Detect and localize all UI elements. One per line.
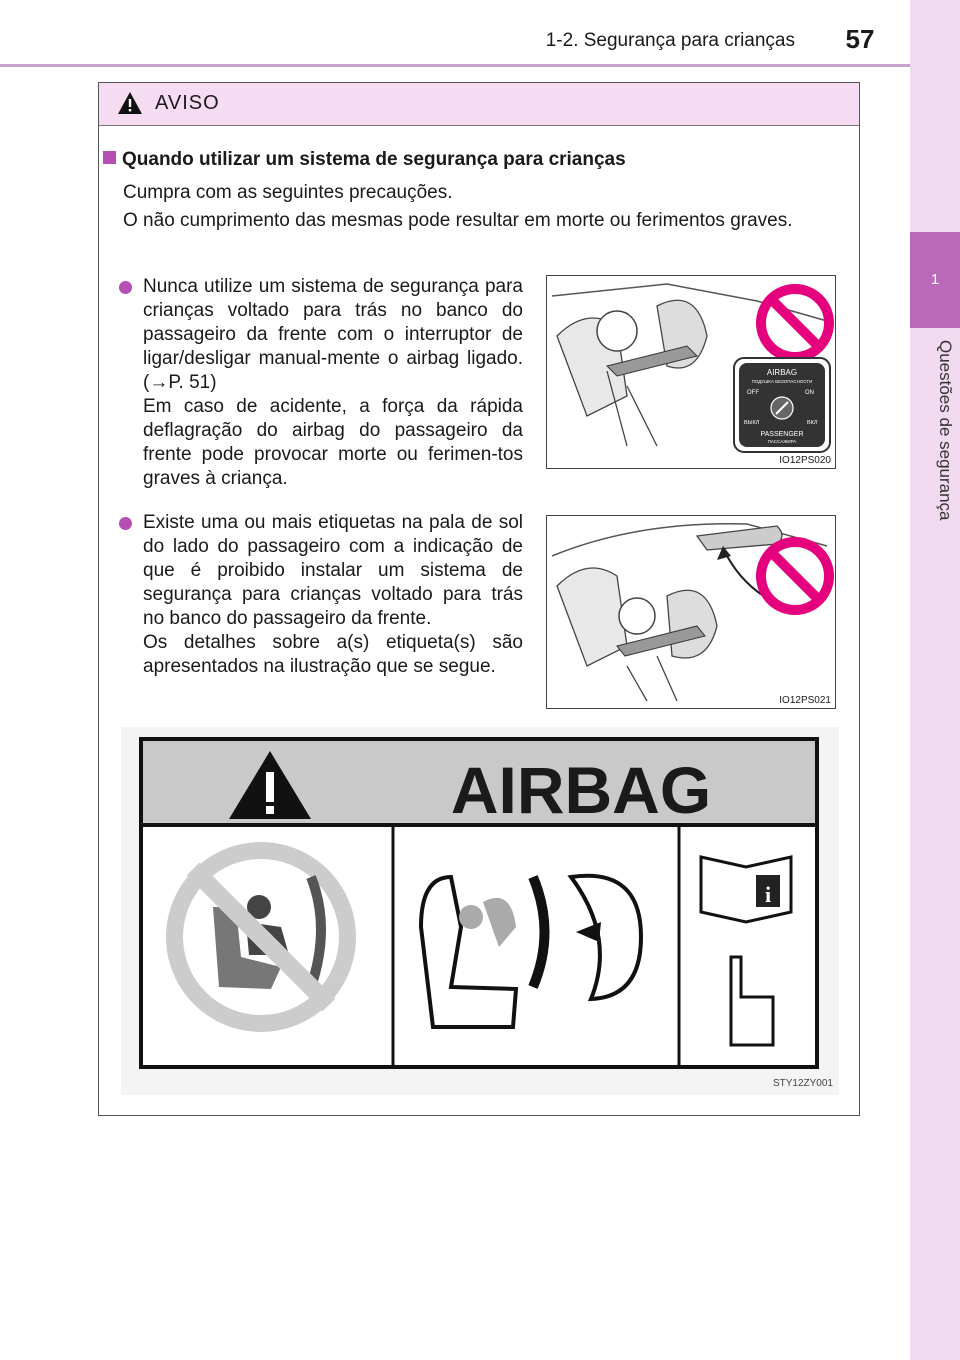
svg-text:ВЫКЛ: ВЫКЛ: [744, 420, 760, 426]
side-tab-top: [910, 0, 960, 232]
section-header: 1-2. Segurança para crianças: [545, 30, 795, 51]
svg-text:OFF: OFF: [747, 390, 759, 396]
figure-airbag-switch: [546, 275, 836, 469]
car-interior-illustration: [547, 276, 835, 468]
bullet-text: Existe uma ou mais etiquetas na pala de sol do lado do passageiro com a indicação de que é proibido instalar um sistema de segurança para crianças voltado para trás no banco do passageiro da frente.: [143, 512, 523, 629]
chapter-title-tab[interactable]: Questões de segurança: [936, 340, 955, 521]
airbag-title: AIRBAG: [450, 753, 712, 827]
svg-text:ПОДУШКА БЕЗОПАСНОСТИ: ПОДУШКА БЕЗОПАСНОСТИ: [751, 379, 813, 384]
label-code: STY12ZY001: [772, 1078, 833, 1089]
svg-text:ВКЛ: ВКЛ: [807, 420, 818, 426]
svg-text:AIRBAG: AIRBAG: [766, 368, 798, 377]
figure-code: IO12PS021: [779, 695, 831, 706]
warning-section-title: Quando utilizar um sistema de segurança para crianças: [103, 149, 843, 171]
bullet-dot-icon: [119, 281, 132, 294]
chapter-number-tab[interactable]: 1: [910, 232, 960, 328]
figure-code: IO12PS020: [779, 455, 831, 466]
figure-sun-visor: [546, 515, 836, 709]
bullet-item: [119, 511, 523, 679]
consequence-text: O não cumprimento das mesmas pode resultar em morte ou ferimentos graves.: [123, 210, 793, 231]
warning-box: [98, 82, 860, 1116]
svg-text:ON: ON: [805, 390, 814, 396]
page-number: 57: [845, 24, 875, 54]
header-divider: [0, 64, 910, 67]
warning-header: [99, 83, 859, 126]
svg-text:ПАССАЖИРА: ПАССАЖИРА: [767, 439, 797, 444]
square-bullet-icon: [103, 151, 116, 164]
bullet-dot-icon: [119, 517, 132, 530]
warning-label: AVISO: [155, 92, 220, 114]
bullet-text: Nunca utilize um sistema de segurança para crianças voltado para trás no banco do passageiro da frente com o interruptor de ligar/desligar manual-mente o airbag ligado. (→P. 51): [143, 276, 523, 393]
airbag-warning-label: [121, 727, 839, 1095]
bullet-item: [119, 275, 523, 491]
bullet-detail: Em caso de acidente, a força da rápida deflagração do airbag do passageiro da frente pode provocar morte ou ferimen-tos graves à criança.: [143, 396, 523, 489]
warning-icon: [117, 91, 143, 115]
bullet-detail: Os detalhes sobre a(s) etiqueta(s) são apresentados na ilustração que se segue.: [143, 632, 523, 677]
intro-text: Cumpra com as seguintes precauções.: [123, 182, 453, 203]
svg-text:PASSENGER: PASSENGER: [760, 431, 804, 438]
airbag-label-illustration: [121, 727, 839, 1095]
sun-visor-illustration: [547, 516, 835, 708]
svg-text:i: i: [764, 882, 772, 907]
